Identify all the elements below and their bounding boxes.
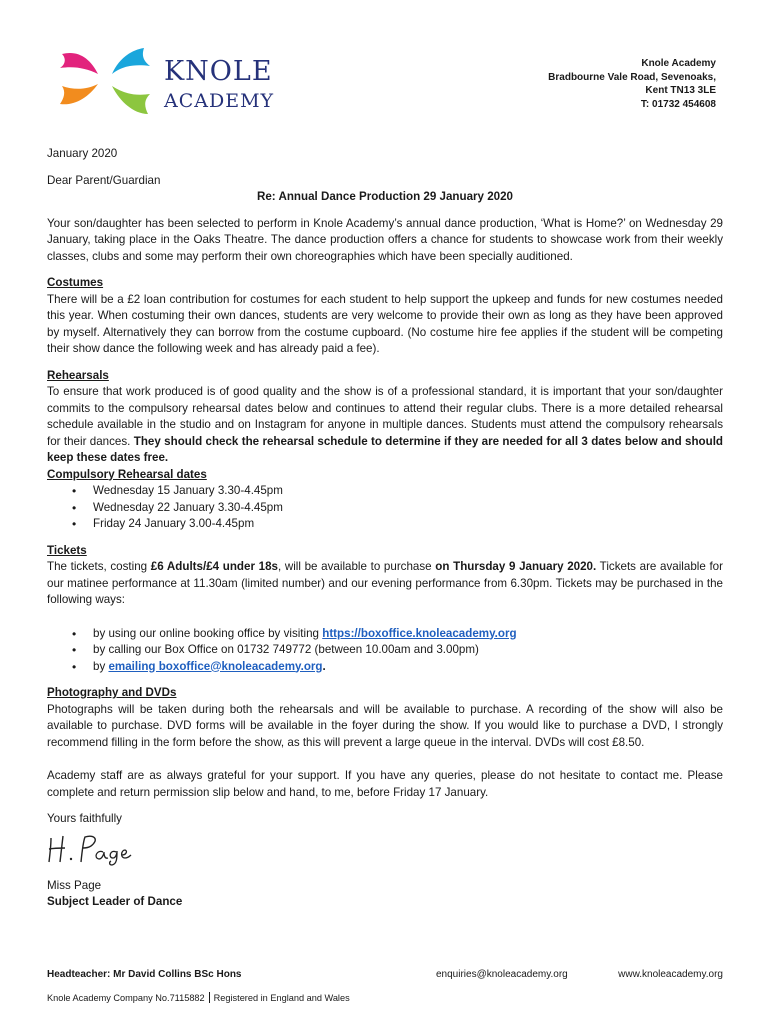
signature-image (45, 830, 135, 866)
signoff: Yours faithfully (47, 812, 122, 825)
photography-paragraph: Photographs will be taken during both the rehearsals and will be available to purchase. A recording of the show will also be available to purchase. DVD forms will be available in the foyer during the show. If you would like to purchase a DVD, I strongly recommend filling in the form before the show, as this will prevent a large queue in the interval. DVDs will cost £8.50. (47, 702, 723, 749)
logo-word-academy: ACADEMY (164, 90, 275, 112)
signatory-name: Miss Page (47, 878, 102, 892)
rehearsal-dates-heading: Compulsory Rehearsal dates (47, 467, 207, 481)
footer-divider (209, 992, 210, 1003)
costumes-paragraph: There will be a £2 loan contribution for costumes for each student to help support the upkeep and funds for new costumes needed this year. When costuming their own dances, students are very welcome to provide their own as long as they have been approved by myself. Alternatively they can borrow from the costume cupboard. (No costume hire fee applies if the student will be competing their show dance the following week and has already paid a fee). (47, 292, 723, 355)
email-boxoffice-link[interactable]: emailing boxoffice@knoleacademy.org (108, 659, 323, 673)
ticket-sale-date: on Thursday 9 January 2020. (435, 560, 597, 573)
list-item: • Wednesday 15 January 3.30-4.45pm (93, 483, 723, 500)
knole-academy-logo (56, 44, 286, 124)
footer-company-number: Knole Academy Company No.7115882 (47, 993, 205, 1003)
address-line: Knole Academy (641, 58, 716, 69)
tickets-text: Tickets are available for our matinee performance at 11.30am (limited number) and our evening performance from 6.30pm. Tickets may be purchased in the following ways: (47, 560, 723, 606)
list-item (93, 659, 723, 676)
tickets-heading: Tickets (47, 543, 87, 557)
school-address (548, 57, 716, 111)
address-line: Kent TN13 3LE (645, 85, 716, 97)
tickets-text: , will be available to purchase (277, 560, 436, 573)
address-phone: T: 01732 454608 (640, 98, 716, 110)
signatory-title: Subject Leader of Dance (47, 895, 183, 908)
ticket-ways-list (47, 626, 723, 676)
letter-body (47, 146, 723, 911)
rehearsal-dates-list (47, 483, 723, 533)
footer-headteacher: Headteacher: Mr David Collins BSc Hons (47, 969, 242, 980)
logo-word-knole: KNOLE (164, 56, 273, 87)
rehearsals-bold-text: They should check the rehearsal schedule to determine if they are needed for all 3 dates below and should keep these dates free. (47, 434, 724, 464)
list-item (93, 626, 723, 643)
address-line: Bradbourne Vale Road, Sevenoaks, (548, 71, 716, 83)
salutation: Dear Parent/Guardian (47, 173, 161, 187)
footer-registered: Registered in England and Wales (213, 993, 350, 1003)
list-item-text: by (93, 659, 109, 673)
rehearsals-paragraph (47, 384, 723, 467)
rehearsals-heading: Rehearsals (47, 368, 109, 382)
footer-website: www.knoleacademy.org (618, 969, 723, 980)
list-item: • by calling our Box Office on 01732 749772 (between 10.00am and 3.00pm) (93, 642, 723, 659)
list-item-text: . (322, 659, 326, 673)
ticket-price: £6 Adults/£4 under 18s (150, 560, 278, 573)
footer-company (47, 992, 350, 1003)
list-item-text: by using our online booking office by visiting (93, 626, 323, 640)
photography-heading: Photography and DVDs (47, 686, 177, 699)
costumes-heading: Costumes (47, 276, 104, 289)
list-item: • Wednesday 22 January 3.30-4.45pm (93, 500, 723, 517)
logo-swoosh-icon (56, 44, 156, 122)
letter-date: January 2020 (47, 147, 118, 160)
list-item: • Friday 24 January 3.00-4.45pm (93, 516, 723, 533)
signature (47, 828, 723, 870)
tickets-paragraph (47, 559, 723, 609)
closing-paragraph: Academy staff are as always grateful for your support. If you have any queries, please do not hesitate to contact me. Please complete and return permission slip below and hand, to me, before Friday 17 January. (47, 769, 723, 799)
rehearsals-text: To ensure that work produced is of good quality and the show is of a professional standard, it is important that your son/daughter commits to the compulsory rehearsal dates below and continues to attend their regular clubs. There is a more detailed rehearsal schedule available in the studio and on Instagram for anyone in multiple dances. Students must attend the compulsory rehearsals for their dances. (47, 385, 723, 448)
boxoffice-link[interactable]: https://boxoffice.knoleacademy.org (322, 626, 517, 640)
intro-paragraph: Your son/daughter has been selected to perform in Knole Academy’s annual dance production, ‘What is Home?’ on Wednesday 29 January, taking place in the Oaks Theatre. The dance production offers a chance for students to showcase work from their weekly classes, clubs and some may perform their own choreographies which have been specially auditioned. (47, 216, 723, 263)
footer-email: enquiries@knoleacademy.org (436, 969, 568, 980)
tickets-text: The tickets, costing (47, 560, 151, 573)
letter-subject: Re: Annual Dance Production 29 January 2020 (256, 190, 513, 203)
